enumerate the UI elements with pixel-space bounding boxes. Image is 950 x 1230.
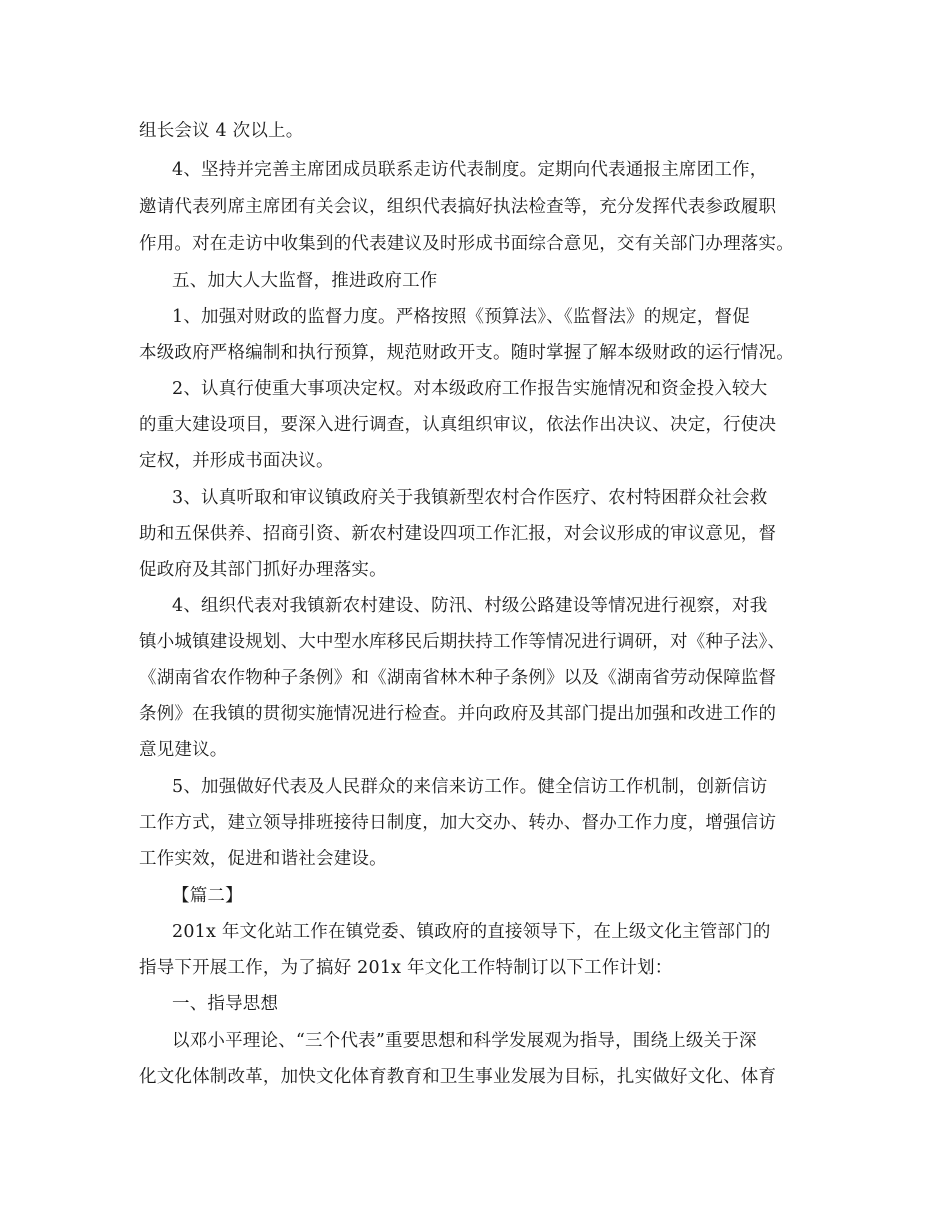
text-line: 作用。对在走访中收集到的代表建议及时形成书面综合意见，交有关部门办理落实。 bbox=[139, 234, 794, 254]
text-line: 工作方式，建立领导排班接待日制度，加大交办、转办、督办工作力度，增强信访 bbox=[139, 813, 777, 833]
text-line: 助和五保供养、招商引资、新农村建设四项工作汇报，对会议形成的审议意见，督 bbox=[139, 524, 777, 544]
text-line: 工作实效，促进和谐社会建设。 bbox=[139, 849, 387, 869]
text-line: 5、加强做好代表及人民群众的来信来访工作。健全信访工作机制，创新信访 bbox=[172, 777, 768, 797]
text-line: 的重大建设项目，要深入进行调查，认真组织审议，依法作出决议、决定，行使决 bbox=[139, 415, 777, 435]
text-line: 4、坚持并完善主席团成员联系走访代表制度。定期向代表通报主席团工作， bbox=[172, 160, 768, 180]
section-heading: 【篇二】 bbox=[172, 886, 243, 906]
text-line: 1、加强对财政的监督力度。严格按照《预算法》、《监督法》的规定，督促 bbox=[172, 307, 750, 327]
text-line: 条例》在我镇的贯彻实施情况进行检查。并向政府及其部门提出加强和改进工作的 bbox=[139, 704, 777, 724]
text-line: 3、认真听取和审议镇政府关于我镇新型农村合作医疗、农村特困群众社会救 bbox=[172, 488, 768, 508]
text-line: 邀请代表列席主席团有关会议，组织代表搞好执法检查等，充分发挥代表参政履职 bbox=[139, 197, 777, 217]
text-line: 2、认真行使重大事项决定权。对本级政府工作报告实施情况和资金投入较大 bbox=[172, 379, 768, 399]
text-line: 201x 年文化站工作在镇党委、镇政府的直接领导下，在上级文化主管部门的 bbox=[172, 922, 771, 942]
text-line: 指导下开展工作，为了搞好 201x 年文化工作特制订以下工作计划： bbox=[139, 958, 673, 978]
text-line: 《湖南省农作物种子条例》和《湖南省林木种子条例》以及《湖南省劳动保障监督 bbox=[139, 668, 777, 688]
text-line: 4、组织代表对我镇新农村建设、防汛、村级公路建设等情况进行视察，对我 bbox=[172, 596, 768, 616]
text-line: 定权，并形成书面决议。 bbox=[139, 451, 334, 471]
text-line: 组长会议 4 次以上。 bbox=[139, 121, 304, 141]
section-heading: 五、加大人大监督，推进政府工作 bbox=[172, 271, 438, 291]
text-line: 意见建议。 bbox=[139, 740, 228, 760]
text-line: 镇小城镇建设规划、大中型水库移民后期扶持工作等情况进行调研，对《种子法》、 bbox=[139, 632, 786, 652]
text-line: 促政府及其部门抓好办理落实。 bbox=[139, 560, 387, 580]
text-line: 本级政府严格编制和执行预算，规范财政开支。随时掌握了解本级财政的运行情况。 bbox=[139, 343, 794, 363]
text-line: 化文化体制改革，加快文化体育教育和卫生事业发展为目标，扎实做好文化、体育 bbox=[139, 1067, 777, 1087]
text-line: 以邓小平理论、“三个代表”重要思想和科学发展观为指导，围绕上级关于深 bbox=[172, 1031, 757, 1051]
section-heading: 一、指导思想 bbox=[172, 994, 279, 1014]
